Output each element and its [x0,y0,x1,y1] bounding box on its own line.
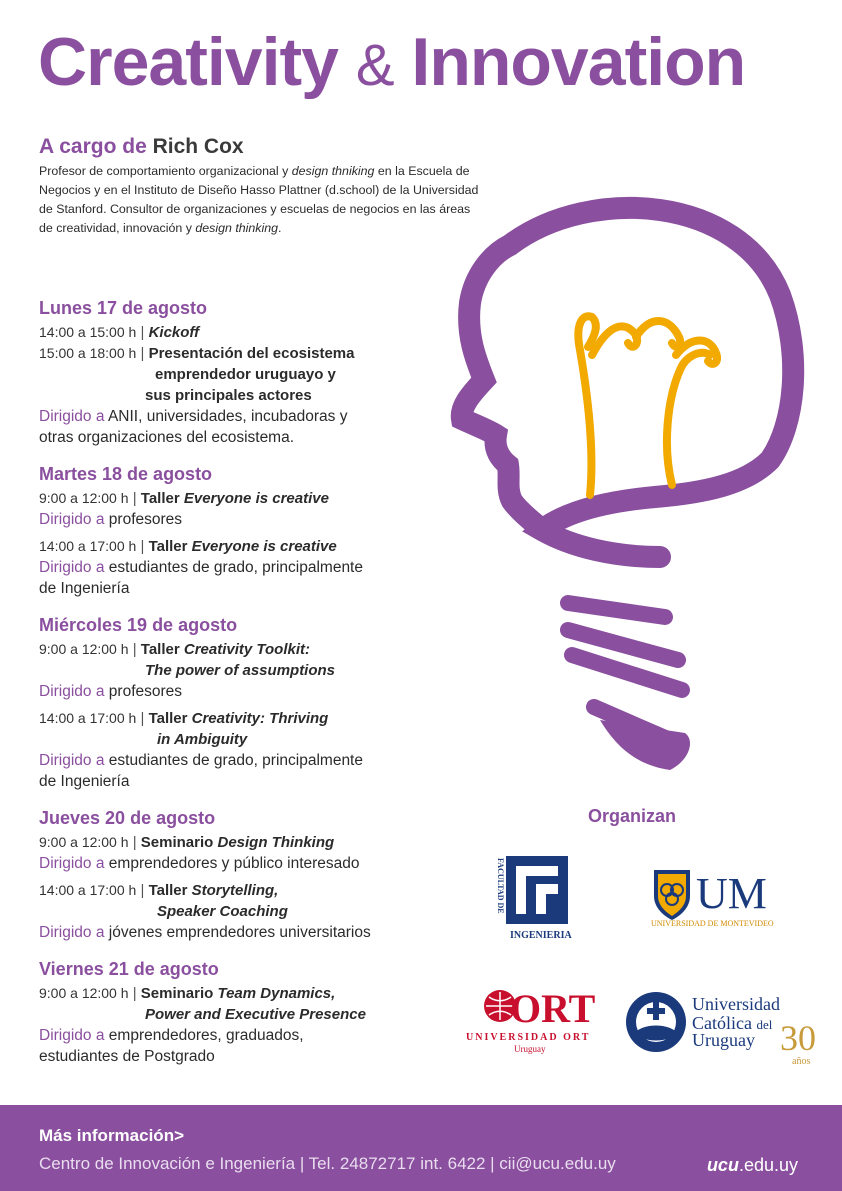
contact-info: Centro de Innovación e Ingeniería | Tel. 24872717 int. 6422 | cii@ucu.edu.uy [39,1154,616,1173]
um-logo-text: UNIVERSIDAD DE MONTEVIDEO [651,919,774,928]
session-row: 9:00 a 12:00 h | Taller Creativity Toolkit: [39,641,310,658]
speaker-bio-text-1: Profesor de comportamiento organizacional y [39,164,292,178]
ucu-logo-line3: Uruguay [692,1030,755,1050]
organizers-title: Organizan [588,806,677,826]
day-title: Lunes 17 de agosto [39,298,208,318]
audience [39,922,459,943]
audience-label: Dirigido a [39,408,105,425]
audience [39,557,459,578]
audience-text-line: estudiantes de Postgrado [39,1048,215,1065]
website-bold: ucu [706,1155,739,1175]
page-title [38,22,745,106]
website-rest: .edu.uy [738,1155,798,1175]
audience-text: estudiantes de grado, principalmente [108,559,363,576]
fing-logo-vertical-text: FACULTAD DE [496,858,505,914]
session-time: 15:00 a 18:00 h [39,345,137,361]
session-type: Seminario [140,985,214,1002]
audience-text: jóvenes emprendedores universitarios [108,924,371,941]
session-name: Everyone is creative [183,490,329,507]
audience [39,1025,459,1046]
day-title: Miércoles 19 de agosto [39,615,238,635]
session-time: 14:00 a 17:00 h [39,710,137,726]
audience-label: Dirigido a [39,855,105,872]
fing-logo [492,856,582,942]
session-type: Taller [140,641,180,658]
day-friday [39,957,459,1067]
session-type: Taller [148,710,188,727]
audience [39,406,459,427]
day-tuesday [39,462,459,599]
session-name: Team Dynamics, [217,985,336,1002]
audience-text: profesores [108,683,183,700]
ucu-logo-line2: Católica del [692,1013,773,1033]
session-name-line: sus principales actores [145,387,312,404]
audience-text: estudiantes de grado, principalmente [108,752,363,769]
session-time: 9:00 a 12:00 h [39,985,129,1001]
speaker-bio [39,162,479,238]
session-name: Creativity: Thriving [191,710,329,727]
session-name-line [39,729,459,750]
session-time: 9:00 a 12:00 h [39,834,129,850]
session-time: 9:00 a 12:00 h [39,641,129,657]
speaker-lead: A cargo de [39,135,147,158]
speaker-bio-text-2: en la Escuela de Negocios y en el Instituto de Diseño Hasso Plattner (d.school) de la Universidad de Stanford. Consultor de organizaciones y escuelas de negocios en las áreas de creatividad, innovación y [39,164,479,235]
session-type: Taller [140,490,180,507]
speaker-section [39,134,479,238]
session-row: 9:00 a 12:00 h | Seminario Design Thinking [39,834,335,851]
title-word-innovation: Innovation [411,24,746,100]
speaker-heading [39,134,479,160]
audience-text: ANII, universidades, incubadoras y [107,408,348,425]
audience-label: Dirigido a [39,683,105,700]
day-title: Jueves 20 de agosto [39,808,216,828]
audience [39,750,459,771]
audience-label: Dirigido a [39,752,105,769]
session-name: Speaker Coaching [157,903,288,920]
organizers-section [420,800,820,1080]
session-name: The power of assumptions [145,662,336,679]
ucu-logo [624,980,824,1070]
audience-text: profesores [108,511,183,528]
day-thursday [39,806,459,943]
ort-logo-country: Uruguay [514,1044,546,1054]
session-name-line: emprendedor uruguayo y [155,366,336,383]
audience-label: Dirigido a [39,511,105,528]
session-name: Storytelling, [191,882,279,899]
audience-text-line: de Ingeniería [39,580,130,597]
schedule [39,296,459,1081]
audience [39,509,459,530]
speaker-name: Rich Cox [152,135,244,158]
audience-text: emprendedores y público interesado [108,855,360,872]
session-time: 14:00 a 17:00 h [39,538,137,554]
fing-logo-text: INGENIERIA [510,930,572,941]
session-name: Creativity Toolkit: [183,641,310,658]
ort-logo-abbr: ORT [510,986,596,1031]
session-row: 14:00 a 17:00 h | Taller Storytelling, [39,882,279,899]
session-name-line [39,1004,459,1025]
session-type: Taller [148,538,188,555]
um-logo-abbr: UM [696,869,767,918]
session-row: 15:00 a 18:00 h | Presentación del ecosistema [39,345,355,362]
session-row: 9:00 a 12:00 h | Taller Everyone is creative [39,490,329,507]
session-row: 14:00 a 17:00 h | Taller Creativity: Thriving [39,710,329,727]
session-time: 14:00 a 15:00 h [39,324,137,340]
speaker-bio-italic-1: design thniking [291,164,375,178]
lightbulb-head-icon [440,185,820,775]
session-name: in Ambiguity [157,731,248,748]
speaker-bio-text-3: . [278,221,282,235]
session-type: Taller [148,882,188,899]
session-name-line [39,901,459,922]
session-row: 14:00 a 15:00 h | Kickoff [39,324,200,341]
audience [39,853,459,874]
ort-logo-text: UNIVERSIDAD ORT [466,1032,591,1043]
audience-text: emprendedores, graduados, [108,1027,304,1044]
audience-label: Dirigido a [39,1027,105,1044]
ort-logo [464,986,614,1056]
day-monday [39,296,459,448]
session-row: 14:00 a 17:00 h | Taller Everyone is creative [39,538,337,555]
session-type: Seminario [140,834,214,851]
website-link[interactable] [707,1155,798,1176]
session-name: Design Thinking [217,834,335,851]
title-word-creativity: Creativity [38,24,338,100]
ucu-anniversary-label: años [792,1056,811,1067]
footer [0,1105,842,1191]
session-name: Presentación del ecosistema [148,345,355,362]
session-name-line [39,660,459,681]
um-logo [650,866,800,930]
session-name: Everyone is creative [191,538,337,555]
ucu-anniversary-number: 30 [780,1018,816,1058]
audience [39,681,459,702]
audience-label: Dirigido a [39,559,105,576]
more-info-link[interactable]: Más información> [39,1126,185,1145]
audience-text-line: de Ingeniería [39,773,130,790]
session-time: 9:00 a 12:00 h [39,490,129,506]
day-title: Viernes 21 de agosto [39,959,219,979]
session-name: Power and Executive Presence [145,1006,366,1023]
session-name: Kickoff [148,324,200,341]
session-row: 9:00 a 12:00 h | Seminario Team Dynamics, [39,985,336,1002]
session-time: 14:00 a 17:00 h [39,882,137,898]
audience-label: Dirigido a [39,924,105,941]
day-wednesday [39,613,459,792]
day-title: Martes 18 de agosto [39,464,213,484]
audience-text-line: otras organizaciones del ecosistema. [39,429,295,446]
ucu-logo-line1: Universidad [692,994,780,1014]
title-ampersand: & [355,33,394,98]
speaker-bio-italic-2: design thinking [195,221,279,235]
